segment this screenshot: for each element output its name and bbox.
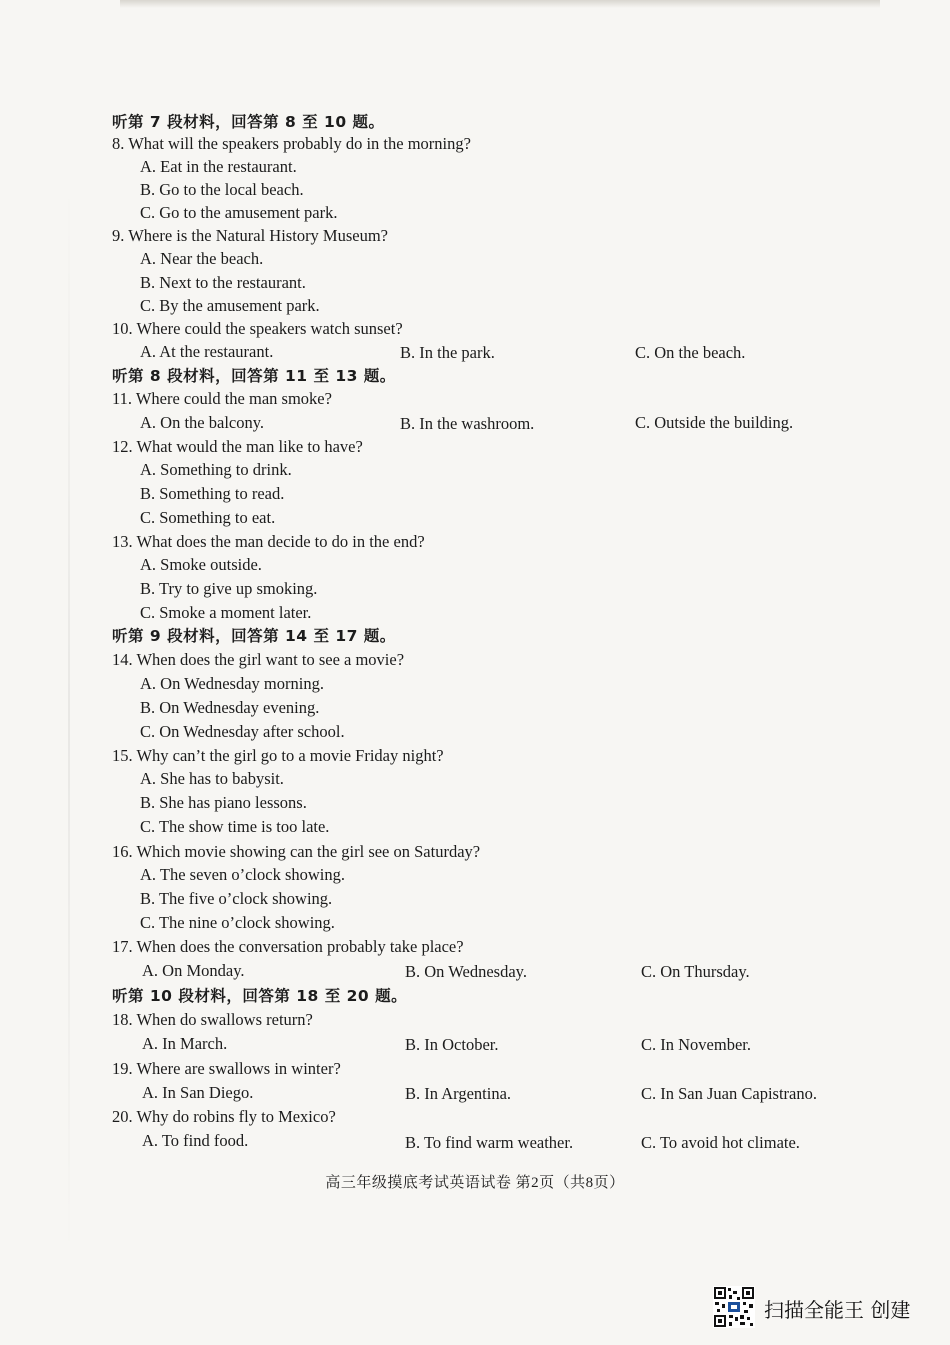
question-18 [112,1010,313,1030]
question-number: 8. [112,134,125,153]
question-8 [112,134,471,154]
option-b: B. In the washroom. [400,414,535,433]
question-number: 16. [112,842,133,861]
option-a: A. In San Diego. [142,1083,254,1102]
question-text: When does the girl want to see a movie? [136,650,405,669]
option-a: A. To find food. [142,1131,249,1150]
question-10 [112,319,403,339]
option-c: C. Go to the amusement park. [140,203,338,222]
option-b: B. The five o’clock showing. [140,889,333,908]
option-b: B. Something to read. [140,484,285,503]
question-number: 19. [112,1059,133,1078]
page-footer: 高三年级摸底考试英语试卷 第2页（共8页） [325,1175,625,1191]
question-text: Why do robins fly to Mexico? [136,1107,336,1126]
option-c: C. Outside the building. [635,413,794,432]
question-number: 17. [112,937,133,956]
question-text: Where are swallows in winter? [136,1059,341,1078]
question-text: What does the man decide to do in the end? [136,532,425,551]
question-text: Where is the Natural History Museum? [128,226,389,245]
option-b: B. Next to the restaurant. [140,273,306,292]
option-a: A. Near the beach. [140,249,264,268]
option-a: A. Smoke outside. [140,555,262,574]
option-b: B. On Wednesday. [405,962,527,981]
option-b: B. In Argentina. [405,1084,512,1103]
question-text: What would the man like to have? [136,437,363,456]
option-a: A. Eat in the restaurant. [140,157,297,176]
scanner-watermark: 扫描全能王 创建 [764,1298,911,1322]
option-c: C. In November. [641,1035,751,1054]
option-b: B. In October. [405,1035,499,1054]
question-9 [112,226,388,246]
question-number: 15. [112,746,133,765]
section-header: 听第 8 段材料，回答第 11 至 13 题。 [112,367,396,385]
option-b: B. On Wednesday evening. [140,698,320,717]
question-number: 12. [112,437,133,456]
question-17 [112,937,464,957]
qr-code-icon [713,1286,755,1328]
question-text: Where could the man smoke? [135,389,332,408]
option-c: C. On Thursday. [641,962,750,981]
question-text: Where could the speakers watch sunset? [136,319,403,338]
option-b: B. In the park. [400,343,495,362]
question-number: 9. [112,226,125,245]
option-a: A. She has to babysit. [140,769,284,788]
question-14 [112,650,404,670]
section-header: 听第 7 段材料，回答第 8 至 10 题。 [112,113,385,131]
option-a: A. On the balcony. [140,413,265,432]
option-b: B. To find warm weather. [405,1133,574,1152]
question-number: 14. [112,650,133,669]
question-number: 18. [112,1010,133,1029]
option-a: A. At the restaurant. [140,342,274,361]
option-a: A. On Wednesday morning. [140,674,324,693]
question-number: 10. [112,319,133,338]
question-text: Why can’t the girl go to a movie Friday night? [136,746,444,765]
question-number: 11. [112,389,133,408]
option-b: B. She has piano lessons. [140,793,307,812]
question-12 [112,437,363,457]
option-a: A. The seven o’clock showing. [140,865,345,884]
question-text: What will the speakers probably do in the morning? [128,134,471,153]
question-15 [112,746,444,766]
option-a: A. Something to drink. [140,460,292,479]
option-c: C. By the amusement park. [140,296,320,315]
question-20 [112,1107,336,1127]
option-c: C. On Wednesday after school. [140,722,345,741]
option-c: C. Something to eat. [140,508,276,527]
question-19 [112,1059,341,1079]
question-number: 20. [112,1107,133,1126]
question-text: When does the conversation probably take place? [136,937,464,956]
question-16 [112,842,480,862]
question-text: Which movie showing can the girl see on Saturday? [136,842,481,861]
section-header: 听第 9 段材料，回答第 14 至 17 题。 [112,627,396,645]
question-11 [112,389,332,409]
option-b: B. Go to the local beach. [140,180,304,199]
option-c: C. The nine o’clock showing. [140,913,335,932]
question-text: When do swallows return? [136,1010,313,1029]
option-c: C. On the beach. [635,343,746,362]
option-c: C. Smoke a moment later. [140,603,312,622]
option-c: C. In San Juan Capistrano. [641,1084,817,1103]
option-a: A. In March. [142,1034,228,1053]
option-a: A. On Monday. [142,961,245,980]
option-c: C. The show time is too late. [140,817,330,836]
option-b: B. Try to give up smoking. [140,579,318,598]
question-13 [112,532,425,552]
section-header: 听第 10 段材料，回答第 18 至 20 题。 [112,987,408,1005]
question-number: 13. [112,532,133,551]
option-c: C. To avoid hot climate. [641,1133,800,1152]
